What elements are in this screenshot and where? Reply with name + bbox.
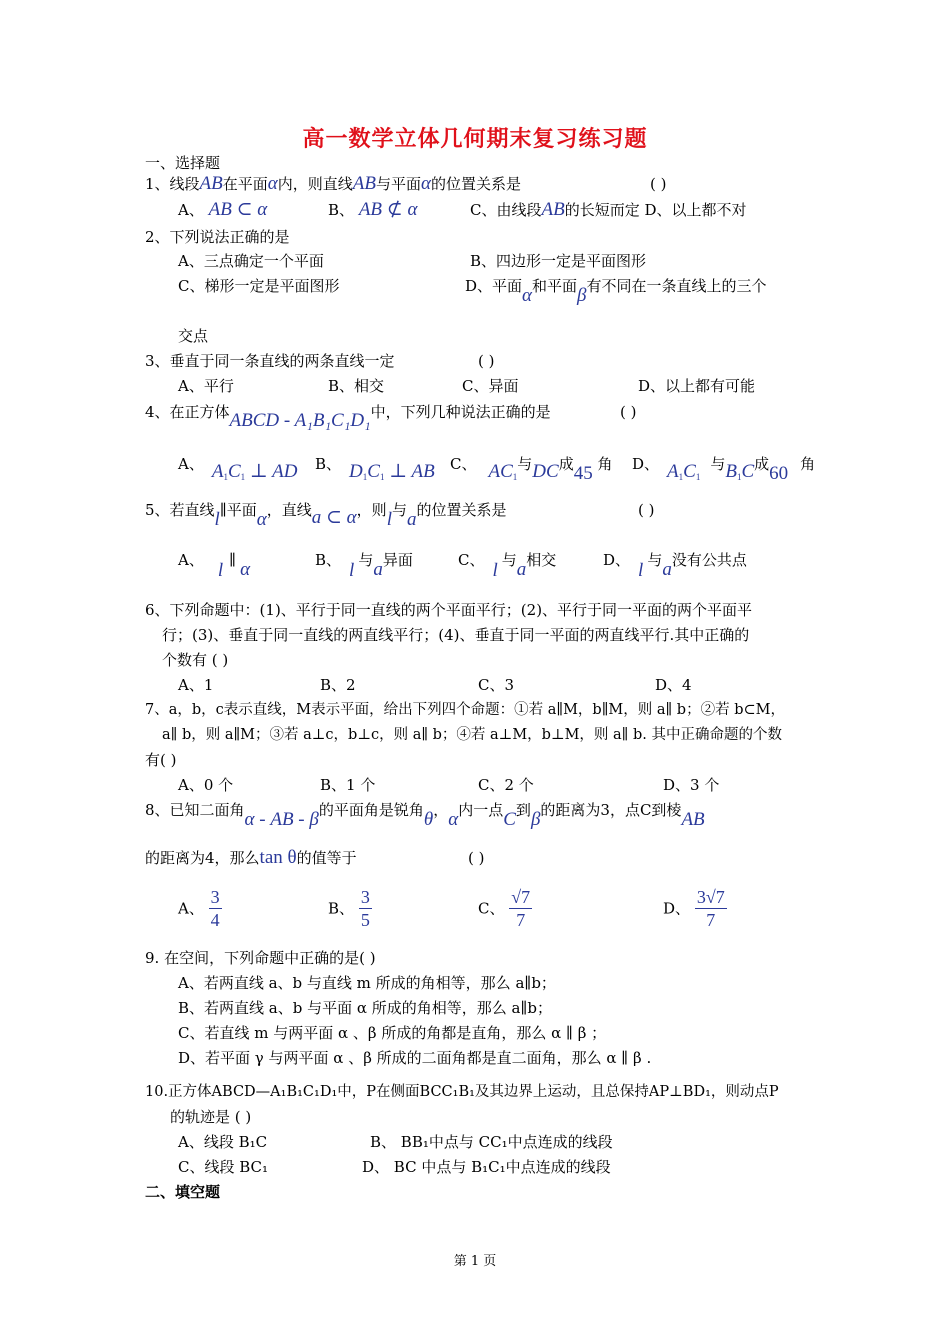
formula-ac1: $AC_1$ xyxy=(488,461,518,482)
formula-d1c1-perp-ab: $D_1C_1$ ⊥ AB xyxy=(349,461,435,482)
question-6-option-d: D、4 xyxy=(655,676,692,694)
page-title: 高一数学立体几何期末复习练习题 xyxy=(302,127,648,152)
question-3-option-d: D、以上都有可能 xyxy=(638,377,756,395)
question-8-answer-blank: ( ) xyxy=(468,849,485,867)
question-3-option-a: A、平行 xyxy=(178,377,234,395)
question-1-option-c: C、由线段AB的长短而定 D、以上都不对 xyxy=(470,199,747,220)
question-6-line-1: 6、下列命题中：(1)、平行于同一直线的两个平面平行；(2)、平行于同一平面的两个平面平 xyxy=(145,601,753,619)
question-7-option-d: D、3 个 xyxy=(663,776,720,794)
question-2-option-d: D、平面α和平面β有不同在一条直线上的三个 xyxy=(465,277,767,306)
question-8-line-2: 的距离为4，那么tan θ的值等于 xyxy=(145,847,357,868)
question-5-stem: 5、若直线l∥平面α，直线a ⊂ α，则l与a的位置关系是 xyxy=(145,501,507,530)
fraction-d: $\frac{3√7}{7}$ xyxy=(696,887,725,930)
question-4-option-a: A、 $A_1C_1$ ⊥ AD xyxy=(178,455,298,482)
fraction-c: $\frac{√7}{7}$ xyxy=(511,887,531,930)
question-7-line-1: 7、a，b，c表示直线，M表示平面，给出下列四个命题：①若 a∥M，b∥M，则 a∥ b；②若 b⊂M， xyxy=(145,702,785,718)
question-5-option-a: A、 l ∥ α xyxy=(178,551,251,581)
question-6-line-3: 个数有 ( ) xyxy=(162,651,229,669)
question-4-answer-blank: ( ) xyxy=(620,403,637,421)
question-10-option-a: A、线段 B₁C xyxy=(178,1133,268,1151)
question-1-option-b: B、 AB ⊄ α xyxy=(328,199,418,220)
question-7-option-c: C、2 个 xyxy=(478,776,534,794)
fraction-a: $\frac{3}{4}$ xyxy=(210,887,220,930)
section-heading-fill-in: 二、填空题 xyxy=(145,1183,221,1201)
question-8-option-d: D、 $\frac{3√7}{7}$ xyxy=(663,887,725,930)
question-2-option-c: C、梯形一定是平面图形 xyxy=(178,277,340,295)
question-5-answer-blank: ( ) xyxy=(638,501,655,519)
question-5-option-c: C、 l 与a相交 xyxy=(458,551,557,581)
question-8-stem: 8、已知二面角α - AB - β的平面角是锐角θ，α内一点C到β的距离为3，点C到棱AB xyxy=(145,801,705,830)
question-4-option-c: C、 $AC_1$与DC成45 角 xyxy=(450,455,613,484)
page-number: 第 1 页 xyxy=(453,1254,497,1269)
question-1-answer-blank: ( ) xyxy=(650,175,667,193)
question-9-option-a: A、若两直线 a、b 与直线 m 所成的角相等，那么 a∥b； xyxy=(178,974,556,992)
question-1-stem: 1、线段AB在平面α内，则直线AB与平面α的位置关系是 xyxy=(145,173,522,194)
question-6-option-b: B、2 xyxy=(320,676,356,694)
question-10-option-d: D、 BC 中点与 B₁C₁中点连成的线段 xyxy=(362,1158,611,1176)
question-8-option-c: C、 $\frac{√7}{7}$ xyxy=(478,887,531,930)
question-10-line-1: 10.正方体ABCD—A₁B₁C₁D₁中，P在侧面BCC₁B₁及其边界上运动，且总保持AP⊥BD₁，则动点P xyxy=(145,1084,779,1100)
formula-a1c1: $A_1C_1$ xyxy=(667,461,701,482)
question-4-stem: 4、在正方体ABCD - A₁B₁C₁D₁中，下列几种说法正确的是 xyxy=(145,403,551,431)
question-10-option-b: B、 BB₁中点与 CC₁中点连成的线段 xyxy=(370,1133,613,1151)
question-6-option-a: A、1 xyxy=(178,676,214,694)
question-10-line-2: 的轨迹是 ( ) xyxy=(170,1108,252,1126)
section-heading-choice: 一、选择题 xyxy=(145,154,221,172)
question-9-option-d: D、若平面 γ 与两平面 α 、β 所成的二面角都是直二面角，那么 α ∥ β . xyxy=(178,1049,652,1067)
question-4-option-b: B、 $D_1C_1$ ⊥ AB xyxy=(315,455,435,482)
question-3-answer-blank: ( ) xyxy=(478,352,495,370)
question-6-line-2: 行；(3)、垂直于同一直线的两直线平行；(4)、垂直于同一平面的两直线平行.其中正确的 xyxy=(162,626,750,644)
question-8-option-a: A、 $\frac{3}{4}$ xyxy=(178,887,220,930)
question-6-option-c: C、3 xyxy=(478,676,515,694)
question-2-option-d-continued: 交点 xyxy=(178,327,209,345)
question-9-stem: 9. 在空间，下列命题中正确的是( ) xyxy=(145,949,376,967)
question-3-stem: 3、垂直于同一条直线的两条直线一定 xyxy=(145,352,395,370)
question-4-option-d: D、 $A_1C_1$与$B_1C$成60 角 xyxy=(632,455,816,484)
fraction-b: $\frac{3}{5}$ xyxy=(360,887,370,930)
question-7-line-3: 有( ) xyxy=(145,751,177,769)
question-7-option-b: B、1 个 xyxy=(320,776,376,794)
question-8-option-b: B、 $\frac{3}{5}$ xyxy=(328,887,370,930)
formula-dc: DC xyxy=(532,461,559,482)
question-2-option-b: B、四边形一定是平面图形 xyxy=(470,252,647,270)
question-3-option-c: C、异面 xyxy=(462,377,519,395)
question-10-option-c: C、线段 BC₁ xyxy=(178,1158,269,1176)
question-9-option-c: C、若直线 m 与两平面 α 、β 所成的角都是直角，那么 α ∥ β ； xyxy=(178,1024,607,1042)
question-3-option-b: B、相交 xyxy=(328,377,385,395)
question-2-stem: 2、下列说法正确的是 xyxy=(145,228,290,246)
question-1-option-a: A、 AB ⊂ α xyxy=(178,199,268,220)
formula-a1c1-perp-ad: $A_1C_1$ ⊥ AD xyxy=(211,461,298,482)
question-5-option-b: B、 l 与a异面 xyxy=(315,551,413,581)
question-7-option-a: A、0 个 xyxy=(178,776,234,794)
question-7-line-2: a∥ b，则 a∥M；③若 a⊥c，b⊥c，则 a∥ b；④若 a⊥M，b⊥M，则 a∥ b. 其中正确命题的个数 xyxy=(162,727,782,743)
question-9-option-b: B、若两直线 a、b 与平面 α 所成的角相等，那么 a∥b； xyxy=(178,999,553,1017)
formula-b1c: $B_1C$ xyxy=(725,461,755,482)
question-2-option-a: A、三点确定一个平面 xyxy=(178,252,324,270)
question-5-option-d: D、 l 与a没有公共点 xyxy=(603,551,747,581)
